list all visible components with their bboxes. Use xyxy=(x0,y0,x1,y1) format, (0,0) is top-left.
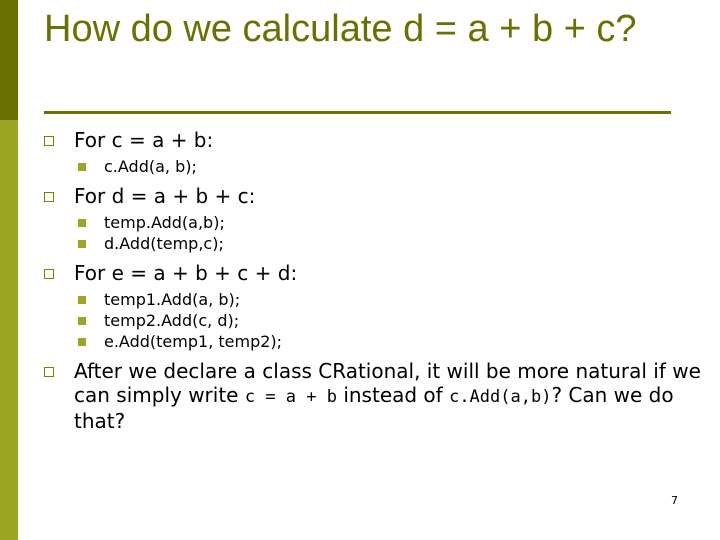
sub-bullet-item xyxy=(44,212,704,233)
filled-square-bullet-icon xyxy=(78,240,86,248)
filled-square-bullet-icon xyxy=(78,338,86,346)
sub-bullet-text: c.Add(a, b); xyxy=(104,157,197,176)
bullet-text: For e = a + b + c + d: xyxy=(74,261,298,285)
accent-band-bottom xyxy=(0,120,18,540)
page-number: 7 xyxy=(671,494,678,507)
bullet-text: For d = a + b + c: xyxy=(74,184,256,208)
bullet-text: After we declare a class CRational, it will be more natural if we can simply write xyxy=(74,359,701,407)
hollow-square-bullet-icon xyxy=(44,136,54,146)
slide-content xyxy=(44,128,704,437)
bullet-item-final xyxy=(44,359,704,433)
bullet-item xyxy=(44,128,704,152)
code-inline: c.Add(a,b) xyxy=(449,387,552,407)
title-divider xyxy=(44,111,671,114)
sub-bullet-text: e.Add(temp1, temp2); xyxy=(104,332,283,351)
filled-square-bullet-icon xyxy=(78,163,86,171)
bullet-text: For c = a + b: xyxy=(74,128,214,152)
sub-bullet-text: temp2.Add(c, d); xyxy=(104,311,240,330)
hollow-square-bullet-icon xyxy=(44,192,54,202)
slide-title: How do we calculate d = a + b + c? xyxy=(44,8,637,50)
accent-band-top xyxy=(0,0,18,120)
sub-bullet-text: d.Add(temp,c); xyxy=(104,234,224,253)
sub-bullet-item xyxy=(44,310,704,331)
bullet-item xyxy=(44,261,704,285)
bullet-item xyxy=(44,184,704,208)
hollow-square-bullet-icon xyxy=(44,269,54,279)
sub-bullet-item xyxy=(44,233,704,254)
filled-square-bullet-icon xyxy=(78,219,86,227)
sub-bullet-item xyxy=(44,156,704,177)
bullet-text: instead of xyxy=(336,383,450,407)
bullet-text: ? Can we do that? xyxy=(74,383,674,433)
filled-square-bullet-icon xyxy=(78,317,86,325)
hollow-square-bullet-icon xyxy=(44,367,54,377)
sub-bullet-text: temp.Add(a,b); xyxy=(104,213,225,232)
sub-bullet-text: temp1.Add(a, b); xyxy=(104,290,241,309)
filled-square-bullet-icon xyxy=(78,296,86,304)
code-inline: c = a + b xyxy=(244,387,337,407)
sub-bullet-item xyxy=(44,331,704,352)
sub-bullet-item xyxy=(44,289,704,310)
